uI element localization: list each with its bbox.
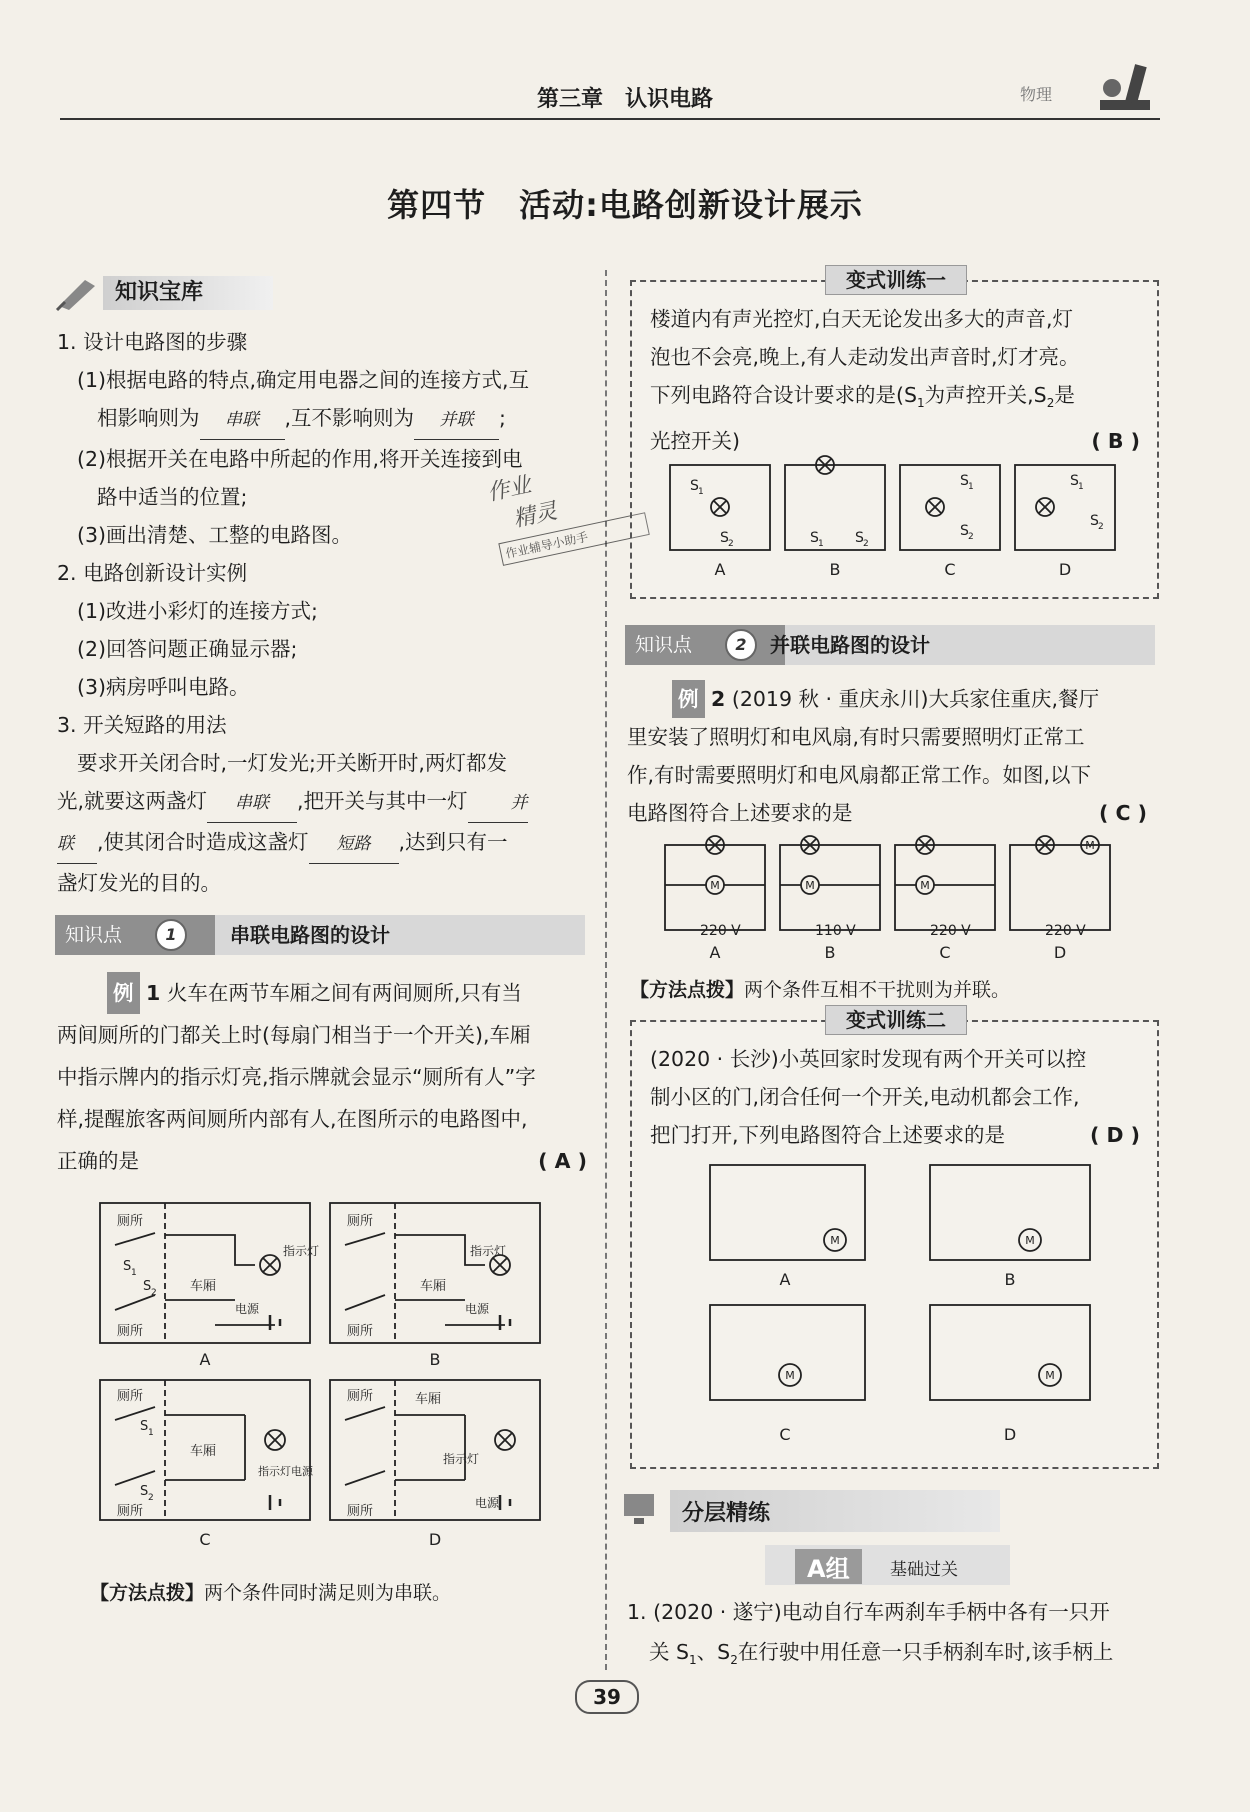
variant1-answer: ( B ): [1091, 429, 1140, 454]
diag-carriage-d: 车厢: [415, 1392, 442, 1407]
svg-text:S: S: [720, 530, 729, 546]
microscope-icon: [1090, 60, 1160, 120]
svg-text:2: 2: [968, 532, 974, 542]
diag-toilet-d2: 厕所: [347, 1504, 374, 1519]
blank-series-2: 串联: [207, 784, 297, 823]
diag-s2sub-a: 2: [151, 1288, 157, 1298]
item3-line2: 光,就要这两盏灯 串联 ,把开关与其中一灯 并: [57, 782, 597, 823]
v2-label-c: C: [779, 1425, 791, 1444]
diag-s1sub-c: 1: [148, 1428, 154, 1438]
item1-step1a: (1)根据电路的特点,确定用电器之间的连接方式,互: [77, 368, 530, 392]
example1-num: 1: [146, 981, 161, 1005]
group-banner: [765, 1545, 1010, 1585]
item2-step1: (1)改进小彩灯的连接方式;: [77, 599, 318, 623]
item2-step3: (3)病房呼叫电路。: [77, 675, 250, 699]
method2: [630, 975, 1010, 1002]
e2-label-b: B: [824, 943, 836, 962]
diag-s1sub-a: 1: [131, 1268, 137, 1278]
corner-logo: [1020, 60, 1160, 120]
e2-volt-b: 110 V: [815, 923, 856, 939]
svg-text:M: M: [785, 1369, 795, 1382]
v1-label-c: C: [944, 560, 956, 579]
diag-carriage-a: 车厢: [190, 1279, 217, 1294]
diag-power-d: 电源: [475, 1496, 500, 1510]
e2-volt-d: 220 V: [1045, 923, 1086, 939]
example2-tag: 例: [672, 680, 705, 718]
blank-parallel: 并联: [414, 401, 499, 440]
diag-toilet-c1: 厕所: [117, 1389, 144, 1404]
diag1-label-b: B: [429, 1350, 441, 1369]
variant2-answer: ( D ): [1089, 1123, 1140, 1147]
item3-line4: 盏灯发光的目的。: [57, 871, 221, 895]
method1-text: 两个条件同时满足则为串联。: [204, 1582, 452, 1604]
page-number: 39: [575, 1680, 639, 1714]
variant2-text: (2020 · 长沙)小英回家时发现有两个开关可以控 制小区的门,闭合任何一个开关,电动机都会工作, 把门打开,下列电路图符合上述要求的是 ( D ): [650, 1040, 1150, 1154]
svg-text:1: 1: [1078, 482, 1084, 492]
e2-label-a: A: [709, 943, 721, 962]
item2-step2: (2)回答问题正确显示器;: [77, 637, 298, 661]
pen-icon: [55, 272, 103, 312]
diag-lamp-d: 指示灯: [443, 1452, 480, 1466]
kp2-num: 2: [725, 629, 757, 661]
example1-answer: ( A ): [538, 1149, 587, 1173]
group-label: A组: [795, 1549, 862, 1584]
diag-power-a: 电源: [235, 1302, 260, 1316]
svg-text:M: M: [1025, 1234, 1035, 1247]
corner-logo-text: 物理: [1020, 85, 1053, 104]
svg-text:S: S: [960, 473, 969, 489]
item1-step1b: 相影响则为 串联 ,互不影响则为 并联 ;: [57, 399, 597, 440]
e2-motor-d: M: [1085, 839, 1095, 852]
chapter-header: 第三章 认识电路: [536, 86, 713, 112]
kp1-bar: [55, 915, 585, 955]
watermark-stamp: 作业 精灵 作业辅导小助手: [484, 446, 656, 595]
knowledge-content: [57, 323, 597, 902]
svg-text:1: 1: [698, 487, 704, 497]
example1-tag: 例: [107, 972, 140, 1014]
svg-text:1: 1: [968, 482, 974, 492]
method2-tag: 【方法点拨】: [630, 979, 745, 1001]
kp2-tag: 知识点: [635, 634, 693, 656]
diag-s1-a: S: [123, 1259, 132, 1274]
e2-volt-a: 220 V: [700, 923, 741, 939]
svg-text:S: S: [1090, 513, 1099, 529]
e2-label-c: C: [939, 943, 951, 962]
e2-motor-b: M: [805, 879, 815, 892]
example2-diagrams: [660, 830, 1140, 965]
svg-text:S: S: [960, 523, 969, 539]
example1: 例 1 火车在两节车厢之间有两间厕所,只有当 两间厕所的门都关上时(每扇门相当于一个开关),车厢 中指示牌内的指示灯亮,指示牌就会显示“厕所有人”字 样,提醒旅客两间厕所内部有人,在图所示的电路图中, 正确的是 ( A ): [57, 972, 597, 1182]
diag-s2sub-c: 2: [148, 1493, 154, 1503]
item2-title: 2. 电路创新设计实例: [57, 561, 248, 585]
item1-step3: (3)画出清楚、工整的电路图。: [77, 523, 353, 547]
diag1-label-a: A: [199, 1350, 211, 1369]
variant1-text: 楼道内有声光控灯,白天无论发出多大的声音,灯 泡也不会亮,晚上,有人走动发出声音时,灯才亮。 下列电路符合设计要求的是($S_1$为声控开关$,S_2$是 光控开关) ( B ): [650, 300, 1150, 460]
header-rule: [60, 118, 1160, 120]
svg-text:S: S: [810, 530, 819, 546]
diag-toilet-b2: 厕所: [347, 1324, 374, 1339]
kp2-bar: [625, 625, 1155, 665]
example2: 例 2 (2019 秋 · 重庆永川)大兵家住重庆,餐厅 里安装了照明灯和电风扇,有时只需要照明灯正常工 作,有时需要照明灯和电风扇都正常工作。如图,以下 电路图符合上述要求的是 ( C ): [627, 680, 1157, 832]
item1-title: 1. 设计电路图的步骤: [57, 330, 248, 354]
v1-label-d: D: [1058, 560, 1072, 579]
example1-diagrams: [95, 1195, 555, 1555]
svg-text:S: S: [690, 478, 699, 494]
svg-text:M: M: [830, 1234, 840, 1247]
method2-text: 两个条件互相不干扰则为并联。: [744, 979, 1011, 1001]
diag-toilet-d1: 厕所: [347, 1389, 374, 1404]
variant2-label: 变式训练二: [825, 1005, 967, 1035]
svg-text:S: S: [855, 530, 864, 546]
diag-toilet-a2: 厕所: [117, 1324, 144, 1339]
blank-parallel-2a: 并: [468, 784, 528, 823]
v2-label-d: D: [1003, 1425, 1017, 1444]
svg-text:2: 2: [728, 539, 734, 549]
knowledge-heading-text: 知识宝库: [115, 280, 204, 305]
diag-power-b: 电源: [465, 1302, 490, 1316]
diag-toilet-c2: 厕所: [117, 1504, 144, 1519]
method1-tag: 【方法点拨】: [90, 1582, 205, 1604]
knowledge-heading: [55, 272, 275, 312]
diag-lamp-a: 指示灯: [283, 1244, 320, 1258]
computer-icon: [620, 1490, 660, 1530]
blank-series: 串联: [200, 401, 285, 440]
blank-parallel-2b: 联: [57, 825, 97, 864]
kp1-title: 串联电路图的设计: [230, 923, 390, 947]
e2-motor-c: M: [920, 879, 930, 892]
svg-text:M: M: [1045, 1369, 1055, 1382]
kp1-num: 1: [155, 919, 187, 951]
practice-heading-text: 分层精练: [682, 1501, 771, 1526]
diag1-label-c: C: [199, 1530, 211, 1549]
svg-text:S: S: [1070, 473, 1079, 489]
example2-answer: ( C ): [1098, 801, 1147, 825]
diag-carriage-b: 车厢: [420, 1279, 447, 1294]
group-sub: 基础过关: [890, 1560, 958, 1580]
e2-label-d: D: [1053, 943, 1067, 962]
diag-lamp-power-c: 指示灯电源: [258, 1465, 313, 1478]
item1-step2b: 路中适当的位置;: [97, 485, 248, 509]
kp2-title: 并联电路图的设计: [770, 633, 930, 657]
diag1-label-d: D: [428, 1530, 442, 1549]
variant1-label: 变式训练一: [825, 265, 967, 295]
method1: [90, 1578, 451, 1605]
diag-toilet-a1: 厕所: [117, 1214, 144, 1229]
diag-lamp-b: 指示灯: [470, 1244, 507, 1258]
v2-label-a: A: [779, 1270, 791, 1289]
diag-s2-c: S: [140, 1484, 149, 1499]
item3-line3: 联 ,使其闭合时造成这盏灯 短路 ,达到只有一: [57, 823, 597, 864]
e2-volt-c: 220 V: [930, 923, 971, 939]
variant1-diagrams: [660, 450, 1140, 585]
kp1-tag: 知识点: [65, 924, 123, 946]
diag-carriage-c: 车厢: [190, 1444, 217, 1459]
variant2-diagrams: [690, 1150, 1110, 1450]
v1-label-a: A: [714, 560, 726, 579]
svg-text:2: 2: [1098, 522, 1104, 532]
diag-s2-a: S: [143, 1279, 152, 1294]
blank-short: 短路: [309, 825, 399, 864]
diag-toilet-b1: 厕所: [347, 1214, 374, 1229]
section-title: 第四节 活动:电路创新设计展示: [387, 186, 863, 224]
item1-step2a: (2)根据开关在电路中所起的作用,将开关连接到电: [77, 447, 523, 471]
item3-line1: 要求开关闭合时,一灯发光;开关断开时,两灯都发: [77, 751, 507, 775]
example2-num: 2: [711, 687, 726, 711]
svg-text:1: 1: [818, 539, 824, 549]
v2-label-b: B: [1004, 1270, 1016, 1289]
practice-heading: [620, 1490, 1010, 1535]
practice-q1: 1. (2020 · 遂宁)电动自行车两刹车手柄中各有一只开 关 $S_1$、$S_2$在行驶中用任意一只手柄刹车时,该手柄上: [627, 1600, 1114, 1668]
diag-s1-c: S: [140, 1419, 149, 1434]
v1-label-b: B: [829, 560, 841, 579]
item3-title: 3. 开关短路的用法: [57, 713, 227, 737]
e2-motor-a: M: [710, 879, 720, 892]
svg-text:2: 2: [863, 539, 869, 549]
